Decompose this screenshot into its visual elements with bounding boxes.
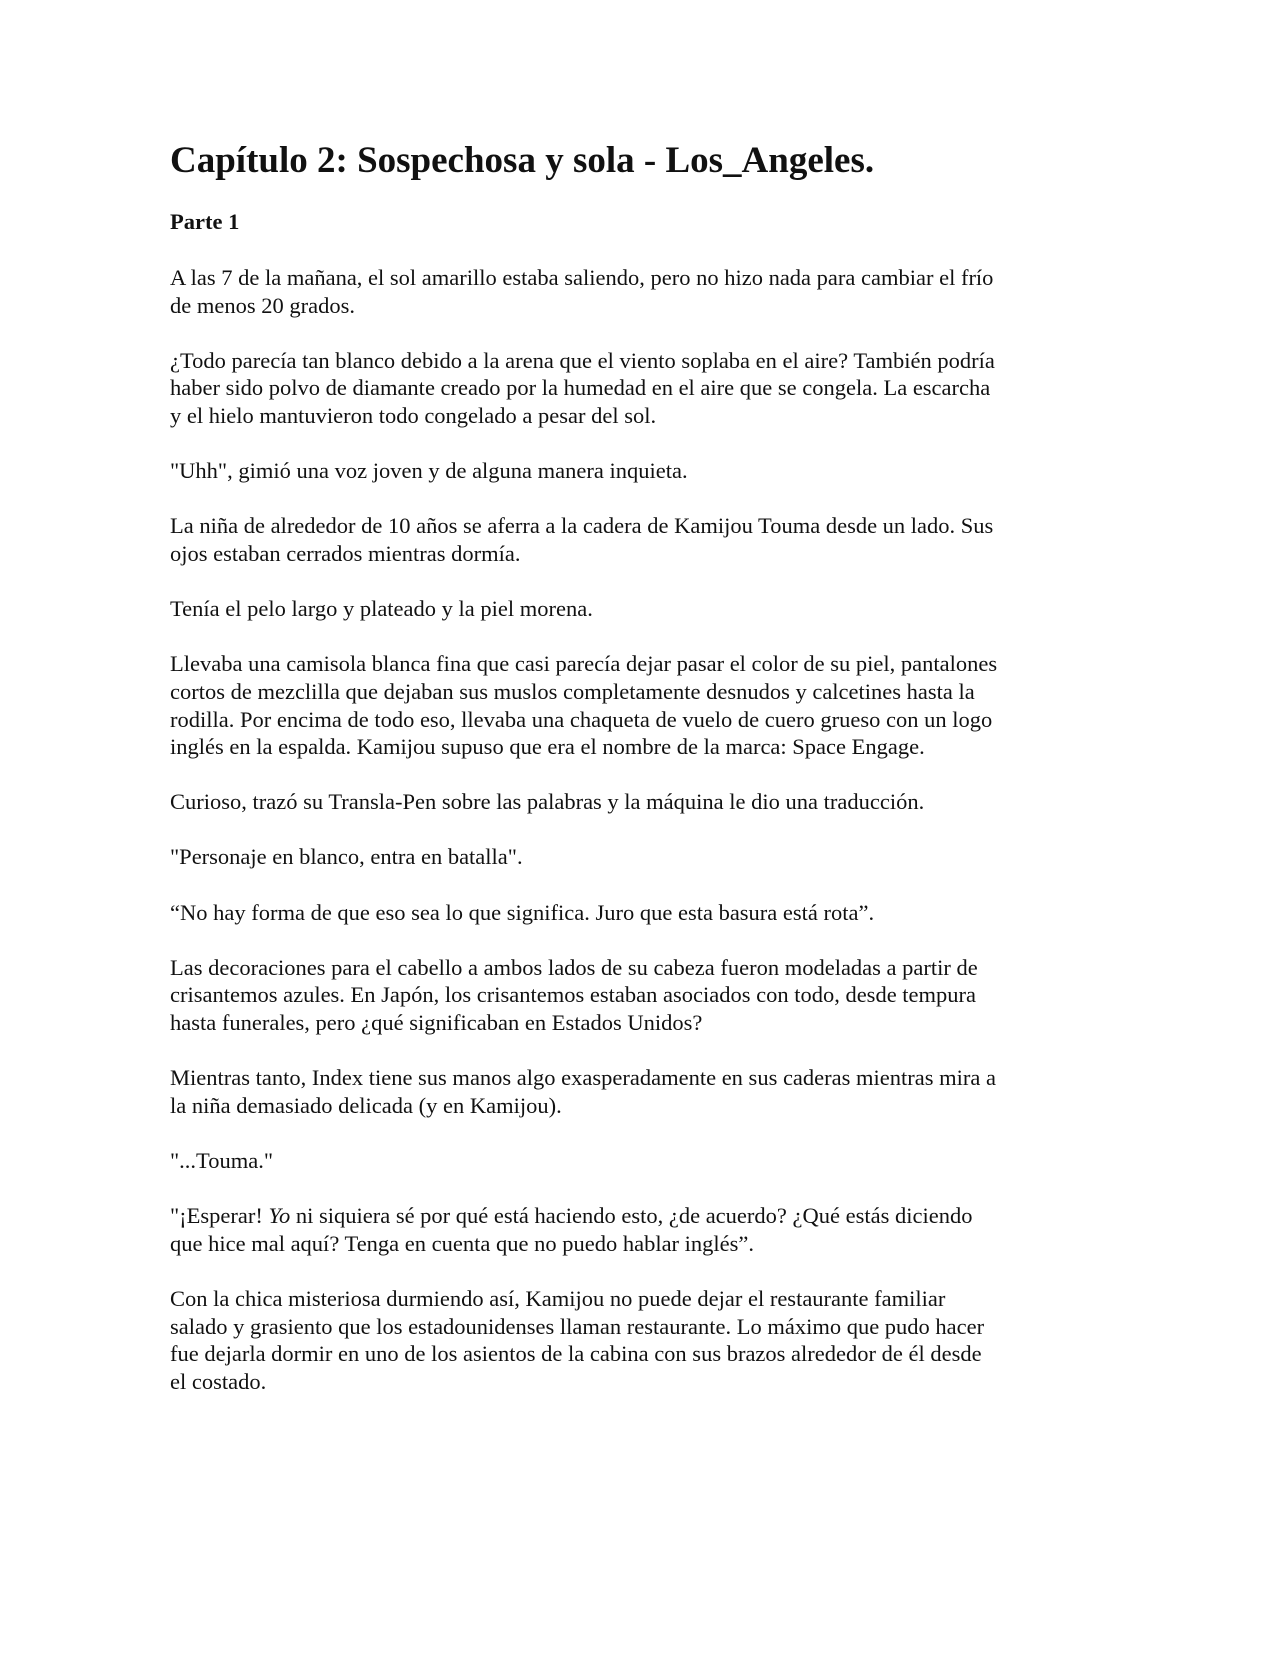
document-page xyxy=(170,140,1130,1394)
paragraph xyxy=(170,1147,1130,1175)
text-line: que hice mal aquí? Tenga en cuenta que no puedo hablar inglés”. xyxy=(170,1230,755,1256)
text-line: La niña de alrededor de 10 años se aferra a la cadera de Kamijou Touma desde un lado. Sus xyxy=(170,513,994,539)
text-line: ojos estaban cerrados mientras dormía. xyxy=(170,540,521,566)
text-line: Mientras tanto, Index tiene sus manos algo exasperadamente en sus caderas mientras mira a xyxy=(170,1065,996,1091)
text-line: "Uhh", gimió una voz joven y de alguna manera inquieta. xyxy=(170,458,688,484)
paragraph xyxy=(170,264,1130,319)
text-line: fue dejarla dormir en uno de los asientos de la cabina con sus brazos alrededor de él desde xyxy=(170,1341,982,1367)
section-heading: Parte 1 xyxy=(170,209,240,234)
text-line: "...Touma." xyxy=(170,1148,274,1173)
paragraph xyxy=(170,954,1130,1037)
paragraph xyxy=(170,512,1130,567)
text-line: y el hielo mantuvieron todo congelado a pesar del sol. xyxy=(170,402,657,428)
paragraph xyxy=(170,457,1130,485)
text-line: de menos 20 grados. xyxy=(170,292,355,318)
text-line: cortos de mezclilla que dejaban sus muslos completamente desnudos y calcetines hasta la xyxy=(170,678,975,704)
text-line: Tenía el pelo largo y plateado y la piel morena. xyxy=(170,596,593,622)
paragraph xyxy=(170,650,1130,760)
text-line: crisantemos azules. En Japón, los crisantemos estaban asociados con todo, desde tempura xyxy=(170,982,977,1008)
text-line: la niña demasiado delicada (y en Kamijou). xyxy=(170,1092,562,1118)
text-segment: ni siquiera sé por qué está haciendo esto, ¿de acuerdo? ¿Qué estás diciendo xyxy=(290,1203,973,1229)
text-line: "Personaje en blanco, entra en batalla". xyxy=(170,844,523,870)
chapter-title: Capítulo 2: Sospechosa y sola - Los_Angeles. xyxy=(170,140,875,181)
text-line: ¿Todo parecía tan blanco debido a la arena que el viento soplaba en el aire? También podría xyxy=(170,347,995,373)
text-line: Las decoraciones para el cabello a ambos lados de su cabeza fueron modeladas a partir de xyxy=(170,954,978,980)
paragraph xyxy=(170,788,1130,816)
text-line: Llevaba una camisola blanca fina que casi parecía dejar pasar el color de su piel, pantalones xyxy=(170,651,998,677)
text-line: Con la chica misteriosa durmiendo así, Kamijou no puede dejar el restaurante familiar xyxy=(170,1285,946,1311)
paragraph xyxy=(170,899,1130,927)
text-line: rodilla. Por encima de todo eso, llevaba una chaqueta de vuelo de cuero grueso con un logo xyxy=(170,706,993,732)
text-line: hasta funerales, pero ¿qué significaban en Estados Unidos? xyxy=(170,1010,703,1036)
paragraph xyxy=(170,1285,1130,1395)
text-line: haber sido polvo de diamante creado por la humedad en el aire que se congela. La escarcha xyxy=(170,375,991,401)
text-line: Curioso, trazó su Transla-Pen sobre las palabras y la máquina le dio una traducción. xyxy=(170,789,925,815)
italic-text: Yo xyxy=(268,1203,291,1229)
paragraph xyxy=(170,347,1130,430)
document-body xyxy=(170,264,1130,1423)
paragraph xyxy=(170,595,1130,623)
text-line: “No hay forma de que eso sea lo que significa. Juro que esta basura está rota”. xyxy=(170,899,875,925)
paragraph xyxy=(170,1064,1130,1119)
paragraph xyxy=(170,843,1130,871)
paragraph xyxy=(170,1202,1130,1257)
text-line xyxy=(170,1202,1130,1230)
text-line: salado y grasiento que los estadounidenses llaman restaurante. Lo máximo que pudo hacer xyxy=(170,1313,985,1339)
text-line: el costado. xyxy=(170,1368,267,1394)
text-segment: "¡Esperar! xyxy=(170,1203,269,1229)
text-line: inglés en la espalda. Kamijou supuso que era el nombre de la marca: Space Engage. xyxy=(170,734,925,760)
text-line: A las 7 de la mañana, el sol amarillo estaba saliendo, pero no hizo nada para cambiar el frío xyxy=(170,265,994,290)
